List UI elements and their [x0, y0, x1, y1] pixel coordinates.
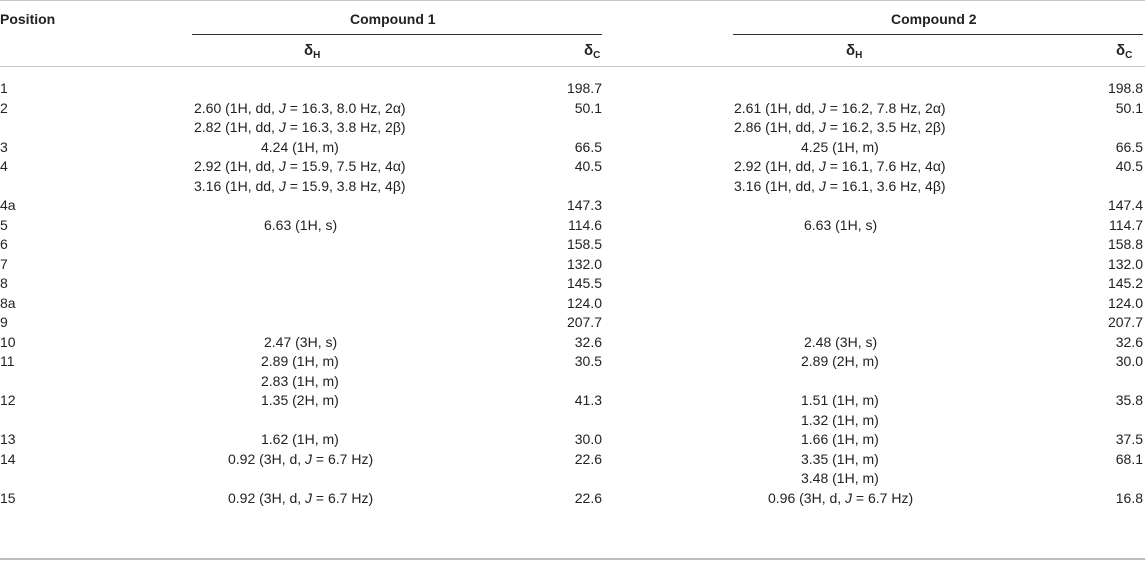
- delta-c-value-2: 147.4: [1107, 197, 1143, 213]
- shift-text: = 16.2, 3.5 Hz, 2β): [825, 119, 946, 135]
- h2-shift-line: [801, 352, 879, 370]
- shift-text: 1.66 (1H, m): [801, 431, 879, 447]
- coupling-constant-symbol: J: [818, 119, 826, 135]
- compound-2-rule: [733, 34, 1143, 35]
- shift-text: 2.92 (1H, dd,: [194, 158, 279, 174]
- delta-c-value-1: 30.0: [574, 431, 602, 447]
- position-cell: 9: [0, 314, 8, 330]
- delta-c-header-1: $\delta_C$: [584, 42, 601, 61]
- position-header: Position: [0, 11, 56, 27]
- delta-c-value-2: 32.6: [1115, 333, 1143, 350]
- shift-text: 2.92 (1H, dd,: [734, 158, 819, 174]
- shift-text: 1.51 (1H, m): [801, 392, 879, 408]
- position-cell: 12: [0, 392, 16, 408]
- shift-text: 0.92 (3H, d,: [228, 489, 306, 506]
- shift-text: = 6.7 Hz): [312, 450, 374, 467]
- delta-c-value-2: 37.5: [1115, 431, 1143, 447]
- delta-c-value-2: 40.5: [1115, 158, 1143, 174]
- h1-shift-line: [264, 333, 337, 351]
- delta-c-value-1: 198.7: [566, 80, 602, 96]
- h1-shift-line: [228, 450, 373, 468]
- delta-c-value-1: 40.5: [574, 158, 602, 174]
- shift-text: 4.24 (1H, m): [261, 138, 339, 155]
- coupling-constant-symbol: J: [818, 177, 826, 194]
- h1-shift-line: [261, 430, 339, 448]
- shift-text: 4.25 (1H, m): [801, 138, 879, 155]
- shift-text: 0.92 (3H, d,: [228, 450, 306, 467]
- coupling-constant-symbol: J: [278, 177, 286, 194]
- shift-text: 2.83 (1H, m): [261, 372, 339, 389]
- position-cell: 5: [0, 216, 8, 233]
- delta-c-value-1: 22.6: [574, 489, 602, 506]
- h2-shift-line: [804, 333, 877, 351]
- coupling-constant-symbol: J: [278, 119, 286, 135]
- shift-text: 2.60 (1H, dd,: [194, 99, 279, 116]
- h2-shift-line: [801, 138, 879, 156]
- delta-h-header-2: $\delta_H$: [846, 42, 863, 61]
- position-cell: 8a: [0, 294, 16, 311]
- shift-text: 0.96 (3H, d,: [768, 489, 846, 506]
- position-cell: 6: [0, 236, 8, 252]
- delta-c-value-2: 145.2: [1107, 275, 1143, 291]
- h1-shift-line: [261, 352, 339, 370]
- shift-text: 2.86 (1H, dd,: [734, 119, 819, 135]
- shift-text: = 16.1, 7.6 Hz, 4α): [825, 158, 946, 174]
- delta-c-value-1: 145.5: [566, 275, 602, 291]
- delta-c-value-2: 66.5: [1115, 138, 1143, 155]
- shift-text: 2.89 (1H, m): [261, 353, 339, 369]
- shift-text: = 15.9, 3.8 Hz, 4β): [285, 177, 406, 194]
- coupling-constant-symbol: J: [278, 158, 286, 174]
- h2-shift-line: [734, 118, 946, 136]
- h2-shift-line: [801, 391, 879, 409]
- position-cell: 4: [0, 158, 8, 174]
- delta-c-value-2: 158.8: [1107, 236, 1143, 252]
- h2-shift-line: [804, 216, 877, 234]
- delta-c-value-2: 35.8: [1115, 392, 1143, 408]
- delta-c-value-2: 132.0: [1107, 255, 1143, 272]
- delta-c-value-1: 132.0: [566, 255, 602, 272]
- shift-text: 2.89 (2H, m): [801, 353, 879, 369]
- h1-shift-line: [261, 138, 339, 156]
- delta-c-value-1: 124.0: [566, 294, 602, 311]
- delta-c-header-2: $\delta_C$: [1116, 42, 1133, 61]
- h2-shift-line: [801, 450, 879, 468]
- h2-shift-line: [801, 411, 879, 429]
- delta-c-value-1: 114.6: [568, 216, 602, 233]
- h1-shift-line: [228, 489, 373, 507]
- delta-c-value-2: 30.0: [1115, 353, 1143, 369]
- h2-shift-line: [734, 177, 946, 195]
- shift-text: 1.35 (2H, m): [261, 392, 339, 408]
- shift-text: = 16.2, 7.8 Hz, 2α): [825, 99, 946, 116]
- position-cell: 13: [0, 431, 16, 447]
- shift-text: 2.47 (3H, s): [264, 333, 338, 350]
- shift-text: = 16.1, 3.6 Hz, 4β): [825, 177, 946, 194]
- h2-shift-line: [801, 469, 879, 487]
- shift-text: 3.35 (1H, m): [801, 450, 879, 467]
- h1-shift-line: [264, 216, 337, 234]
- shift-text: = 6.7 Hz): [312, 489, 374, 506]
- delta-c-value-2: 50.1: [1115, 99, 1143, 116]
- h2-shift-line: [801, 430, 879, 448]
- position-cell: 11: [0, 353, 15, 369]
- h1-shift-line: [194, 99, 406, 117]
- h2-shift-line: [768, 489, 913, 507]
- h2-shift-line: [734, 99, 946, 117]
- delta-c-value-2: 16.8: [1115, 489, 1143, 506]
- shift-text: 2.48 (3H, s): [804, 333, 878, 350]
- position-cell: 1: [0, 80, 8, 96]
- compound-2-header: Compound 2: [891, 11, 977, 27]
- coupling-constant-symbol: J: [818, 158, 826, 174]
- shift-text: 3.16 (1H, dd,: [734, 177, 819, 194]
- delta-c-value-2: 207.7: [1107, 314, 1143, 330]
- delta-h-header-1: $\delta_H$: [304, 42, 321, 61]
- table-bottom-rule: [0, 558, 1145, 560]
- delta-c-value-1: 32.6: [574, 333, 602, 350]
- shift-text: 3.16 (1H, dd,: [194, 177, 279, 194]
- shift-text: = 6.7 Hz): [852, 489, 914, 506]
- delta-c-value-1: 41.3: [574, 392, 602, 408]
- position-cell: 14: [0, 450, 16, 467]
- shift-text: 3.48 (1H, m): [801, 470, 879, 486]
- delta-c-value-1: 50.1: [574, 99, 602, 116]
- shift-text: = 16.3, 8.0 Hz, 2α): [285, 99, 406, 116]
- shift-text: 2.82 (1H, dd,: [194, 119, 279, 135]
- delta-c-value-1: 207.7: [566, 314, 602, 330]
- position-cell: 3: [0, 138, 8, 155]
- coupling-constant-symbol: J: [845, 489, 853, 506]
- shift-text: 1.62 (1H, m): [261, 431, 339, 447]
- shift-text: 6.63 (1H, s): [804, 216, 878, 233]
- table-top-rule: [0, 0, 1145, 1]
- delta-c-value-2: 68.1: [1115, 450, 1143, 467]
- position-cell: 8: [0, 275, 8, 291]
- compound-1-rule: [192, 34, 602, 35]
- delta-c-value-1: 30.5: [574, 353, 602, 369]
- delta-c-value-2: 124.0: [1107, 294, 1143, 311]
- h1-shift-line: [194, 177, 406, 195]
- position-cell: 7: [0, 255, 8, 272]
- delta-c-value-2: 198.8: [1107, 80, 1143, 96]
- h1-shift-line: [194, 118, 406, 136]
- shift-text: 6.63 (1H, s): [264, 216, 338, 233]
- delta-c-value-1: 147.3: [566, 197, 602, 213]
- position-cell: 4a: [0, 197, 16, 213]
- shift-text: 2.61 (1H, dd,: [734, 99, 819, 116]
- delta-c-value-1: 158.5: [566, 236, 602, 252]
- position-cell: 10: [0, 333, 16, 350]
- h1-shift-line: [261, 391, 339, 409]
- h2-shift-line: [734, 157, 946, 175]
- delta-c-value-1: 22.6: [574, 450, 602, 467]
- delta-c-value-2: 114.7: [1109, 216, 1143, 233]
- coupling-constant-symbol: J: [818, 99, 826, 116]
- compound-1-header: Compound 1: [350, 11, 436, 27]
- coupling-constant-symbol: J: [305, 489, 313, 506]
- position-cell: 2: [0, 99, 8, 116]
- coupling-constant-symbol: J: [305, 450, 313, 467]
- h1-shift-line: [194, 157, 406, 175]
- header-bottom-rule: [0, 66, 1145, 67]
- shift-text: 1.32 (1H, m): [801, 411, 879, 428]
- delta-c-value-1: 66.5: [574, 138, 602, 155]
- shift-text: = 15.9, 7.5 Hz, 4α): [285, 158, 406, 174]
- coupling-constant-symbol: J: [278, 99, 286, 116]
- shift-text: = 16.3, 3.8 Hz, 2β): [285, 119, 406, 135]
- h1-shift-line: [261, 372, 339, 390]
- position-cell: 15: [0, 489, 16, 506]
